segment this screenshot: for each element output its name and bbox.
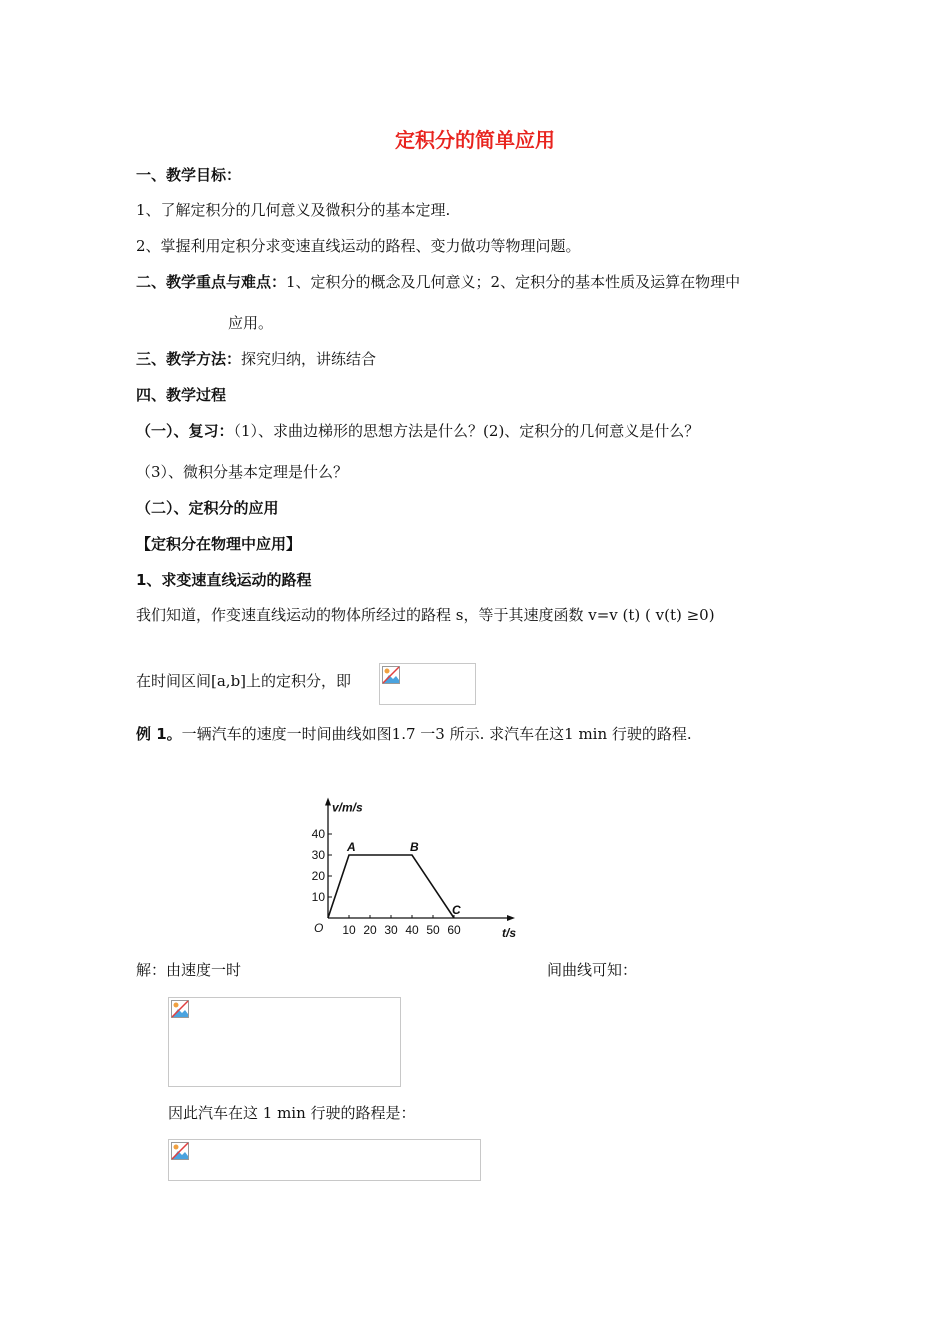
topic-1-heading: 1、求变速直线运动的路程 xyxy=(136,571,312,589)
solution-left: 解：由速度一时 xyxy=(136,961,242,979)
section-3-line xyxy=(136,349,376,369)
broken-image-icon xyxy=(171,1000,189,1018)
section-1-heading: 一、教学目标： xyxy=(136,166,242,184)
y-tick-label: 10 xyxy=(311,890,325,904)
x-tick-label: 50 xyxy=(426,923,440,937)
section-2-heading: 二、教学重点与难点： xyxy=(136,273,287,291)
velocity-curve xyxy=(328,855,454,918)
velocity-time-chart xyxy=(290,790,530,940)
paragraph-1: 我们知道，作变速直线运动的物体所经过的路程 s，等于其速度函数 v=v (t) ( v(t) ≥0) xyxy=(136,606,715,624)
point-label-b: B xyxy=(410,840,419,854)
x-axis-label: t/s xyxy=(501,926,517,940)
review-text-continued: （3）、微积分基本定理是什么？ xyxy=(136,463,349,481)
x-tick-label: 10 xyxy=(342,923,356,937)
physics-application-heading: 【定积分在物理中应用】 xyxy=(136,535,302,553)
section-2-text-continued: 应用。 xyxy=(228,314,274,332)
section-3-heading: 三、教学方法： xyxy=(136,350,242,368)
objective-1: 1、了解定积分的几何意义及微积分的基本定理. xyxy=(136,201,451,219)
y-tick-label: 30 xyxy=(311,848,325,862)
application-heading: （二）、定积分的应用 xyxy=(136,499,279,517)
x-tick-label: 40 xyxy=(405,923,419,937)
formula-image-placeholder xyxy=(379,663,476,705)
section-2-line xyxy=(136,272,740,292)
therefore-text: 因此汽车在这 1 min 行驶的路程是： xyxy=(168,1104,416,1122)
x-tick-label: 20 xyxy=(363,923,377,937)
y-tick-label: 40 xyxy=(311,827,325,841)
example-1-label: 例 1。 xyxy=(136,725,182,743)
broken-image-icon xyxy=(382,666,400,684)
broken-image-icon xyxy=(171,1142,189,1160)
review-text: （1）、求曲边梯形的思想方法是什么？(2)、定积分的几何意义是什么？ xyxy=(233,422,700,440)
page-title: 定积分的简单应用 xyxy=(395,128,555,152)
review-line xyxy=(136,421,699,441)
y-axis-arrow xyxy=(325,798,331,806)
section-3-text: 探究归纳，讲练结合 xyxy=(241,350,377,368)
x-axis-arrow xyxy=(507,915,515,921)
section-2-text: 1、定积分的概念及几何意义；2、定积分的基本性质及运算在物理中 xyxy=(286,273,741,291)
point-label-c: C xyxy=(452,903,461,917)
example-1-line xyxy=(136,724,692,744)
review-heading: （一）、复习： xyxy=(136,422,234,440)
example-1-text: 一辆汽车的速度一时间曲线如图1.7 一3 所示. 求汽车在这1 min 行驶的路程. xyxy=(181,725,692,743)
section-4-heading: 四、教学过程 xyxy=(136,386,227,404)
paragraph-2: 在时间区间[a,b]上的定积分，即 xyxy=(136,672,352,690)
solution-right: 间曲线可知： xyxy=(547,961,638,979)
solution-image-placeholder xyxy=(168,997,401,1087)
objective-2: 2、掌握利用定积分求变速直线运动的路程、变力做功等物理问题。 xyxy=(136,237,581,255)
y-axis-label: v/m/s xyxy=(332,800,363,815)
x-tick-label: 60 xyxy=(447,923,461,937)
point-label-a: A xyxy=(347,840,356,854)
origin-label: O xyxy=(314,921,324,935)
y-tick-label: 20 xyxy=(311,869,325,883)
x-tick-label: 30 xyxy=(384,923,398,937)
result-image-placeholder xyxy=(168,1139,481,1181)
